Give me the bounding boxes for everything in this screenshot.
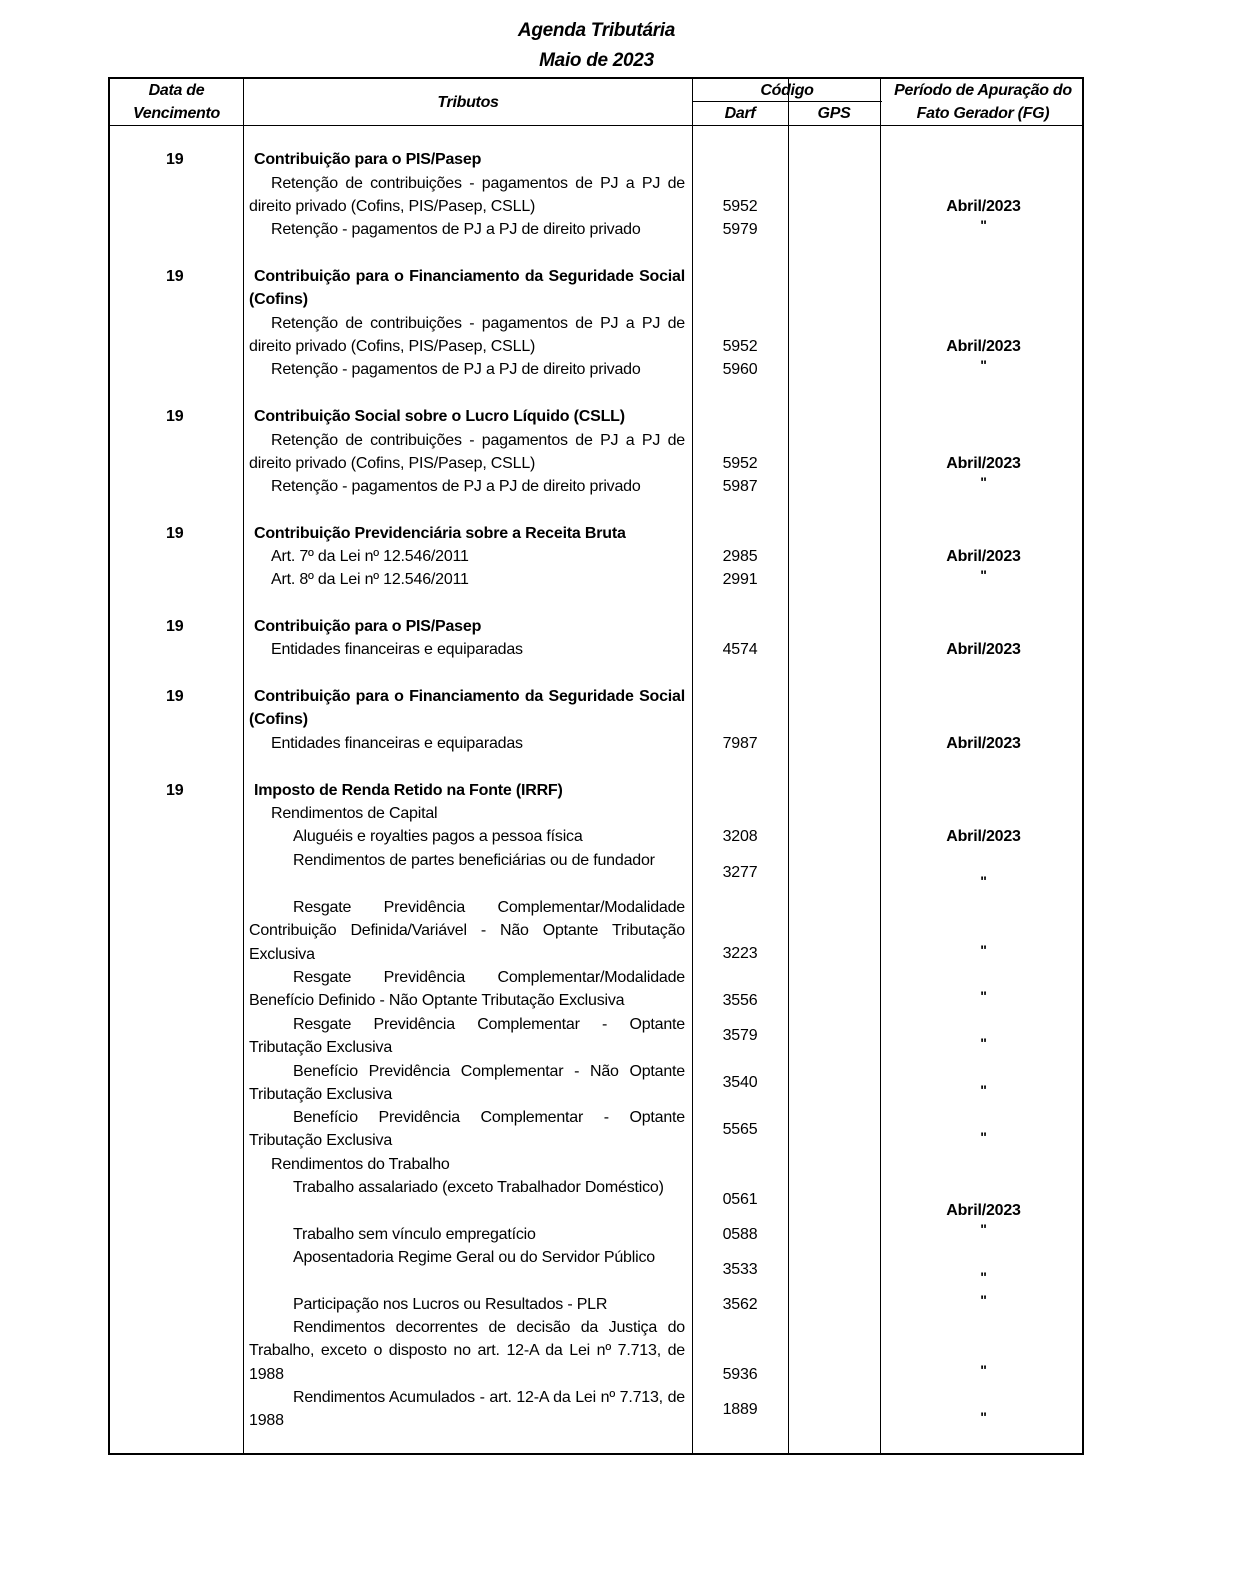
darf-code: 4574 [722,641,758,658]
header-tributos: Tributos [437,94,499,111]
period-ditto: " [980,1362,987,1378]
header-gps: GPS [817,105,851,122]
darf-code: 0588 [722,1226,758,1243]
tax-item: Rendimentos de partes beneficiárias ou de fundador [293,852,655,869]
period: Abril/2023 [946,1202,1021,1219]
darf-code: 3223 [722,945,758,962]
period: Abril/2023 [946,455,1021,472]
tax-item: Entidades financeiras e equiparadas [271,641,523,658]
period: Abril/2023 [946,338,1021,355]
tax-item: Resgate Previdência Complementar - Optante Tributação Exclusiva [249,1016,685,1057]
tax-heading: Contribuição para o Financiamento da Seguridade Social (Cofins) [249,688,685,729]
col-divider [692,79,693,1453]
darf-code: 5936 [722,1366,758,1383]
tax-item: Retenção - pagamentos de PJ a PJ de direito privado [271,361,641,378]
due-date: 19 [166,688,184,705]
darf-code: 2991 [722,571,758,588]
darf-code: 0561 [722,1191,758,1208]
darf-code: 2985 [722,548,758,565]
due-date: 19 [166,525,184,542]
tax-heading: Imposto de Renda Retido na Fonte (IRRF) [254,782,563,799]
due-date: 19 [166,618,184,635]
darf-code: 5565 [722,1121,758,1138]
darf-code: 5952 [722,338,758,355]
darf-code: 5987 [722,478,758,495]
tax-item: Art. 7º da Lei nº 12.546/2011 [271,548,469,565]
page-title: Agenda Tributária [517,20,676,41]
darf-code: 3540 [722,1074,758,1091]
darf-code: 7987 [722,735,758,752]
due-date: 19 [166,151,184,168]
tax-item: Benefício Previdência Complementar - Optante Tributação Exclusiva [249,1109,685,1150]
header-codigo: Código [760,82,814,99]
tax-item: Trabalho sem vínculo empregatício [293,1226,536,1243]
page-subtitle: Maio de 2023 [539,50,654,71]
period-ditto: " [980,357,987,373]
header-periodo: Período de Apuração do Fato Gerador (FG) [894,82,1072,122]
darf-code: 3533 [722,1261,758,1278]
period-ditto: " [980,1129,987,1145]
tax-item: Resgate Previdência Complementar/Modalidade Contribuição Definida/Variável - Não Optante Tributação Exclusiva [249,899,685,963]
due-date: 19 [166,268,184,285]
tax-item: Aposentadoria Regime Geral ou do Servidor Público [293,1249,655,1266]
period-ditto: " [980,1269,987,1285]
tax-heading: Contribuição para o Financiamento da Seguridade Social (Cofins) [249,268,685,309]
sub-heading: Rendimentos de Capital [271,805,438,822]
darf-code: 3208 [722,828,758,845]
tax-item: Art. 8º da Lei nº 12.546/2011 [271,571,469,588]
darf-code: 5979 [722,221,758,238]
darf-code: 3277 [722,864,758,881]
tax-item: Participação nos Lucros ou Resultados - PLR [293,1296,608,1313]
period: Abril/2023 [946,198,1021,215]
header-divider [110,125,1082,126]
tax-item: Resgate Previdência Complementar/Modalidade Benefício Definido - Não Optante Tributação Exclusiva [249,969,685,1010]
darf-code: 5952 [722,455,758,472]
period-ditto: " [980,1292,987,1308]
darf-code: 3579 [722,1027,758,1044]
tax-item: Benefício Previdência Complementar - Não Optante Tributação Exclusiva [249,1063,685,1104]
due-date: 19 [166,408,184,425]
period-ditto: " [980,1035,987,1051]
period-ditto: " [980,1221,987,1237]
tax-item: Retenção de contribuições - pagamentos de PJ a PJ de direito privado (Cofins, PIS/Pasep, CSLL) [249,175,685,216]
header-darf: Darf [724,105,756,122]
tax-heading: Contribuição Previdenciária sobre a Receita Bruta [254,525,626,542]
tax-item: Rendimentos decorrentes de decisão da Justiça do Trabalho, exceto o disposto no art. 12-A da Lei nº 7.713, de 1988 [249,1319,685,1383]
col-divider [880,79,881,1453]
tax-item: Rendimentos Acumulados - art. 12-A da Lei nº 7.713, de 1988 [249,1389,685,1430]
tax-heading: Contribuição para o PIS/Pasep [254,151,482,168]
darf-code: 1889 [722,1401,758,1418]
tax-item: Retenção - pagamentos de PJ a PJ de direito privado [271,478,641,495]
tax-item: Retenção - pagamentos de PJ a PJ de direito privado [271,221,641,238]
darf-code: 5960 [722,361,758,378]
tax-item: Aluguéis e royalties pagos a pessoa física [293,828,583,845]
period-ditto: " [980,988,987,1004]
tax-item: Retenção de contribuições - pagamentos de PJ a PJ de direito privado (Cofins, PIS/Pasep, CSLL) [249,432,685,473]
due-date: 19 [166,782,184,799]
period: Abril/2023 [946,828,1021,845]
period-ditto: " [980,217,987,233]
tax-item: Trabalho assalariado (exceto Trabalhador Doméstico) [293,1179,664,1196]
period-ditto: " [980,1082,987,1098]
darf-code: 3556 [722,992,758,1009]
darf-code: 5952 [722,198,758,215]
tax-item: Entidades financeiras e equiparadas [271,735,523,752]
period-ditto: " [980,474,987,490]
period-ditto: " [980,567,987,583]
period: Abril/2023 [946,641,1021,658]
tax-heading: Contribuição Social sobre o Lucro Líquido (CSLL) [254,408,625,425]
period: Abril/2023 [946,735,1021,752]
header-date: Data de Vencimento [132,82,221,122]
period-ditto: " [980,1409,987,1425]
col-divider [788,79,789,1453]
col-divider [243,79,244,1453]
period-ditto: " [980,942,987,958]
period: Abril/2023 [946,548,1021,565]
period-ditto: " [980,873,987,889]
tax-heading: Contribuição para o PIS/Pasep [254,618,482,635]
darf-code: 3562 [722,1296,758,1313]
sub-heading: Rendimentos do Trabalho [271,1156,450,1173]
tax-item: Retenção de contribuições - pagamentos de PJ a PJ de direito privado (Cofins, PIS/Pasep, CSLL) [249,315,685,356]
